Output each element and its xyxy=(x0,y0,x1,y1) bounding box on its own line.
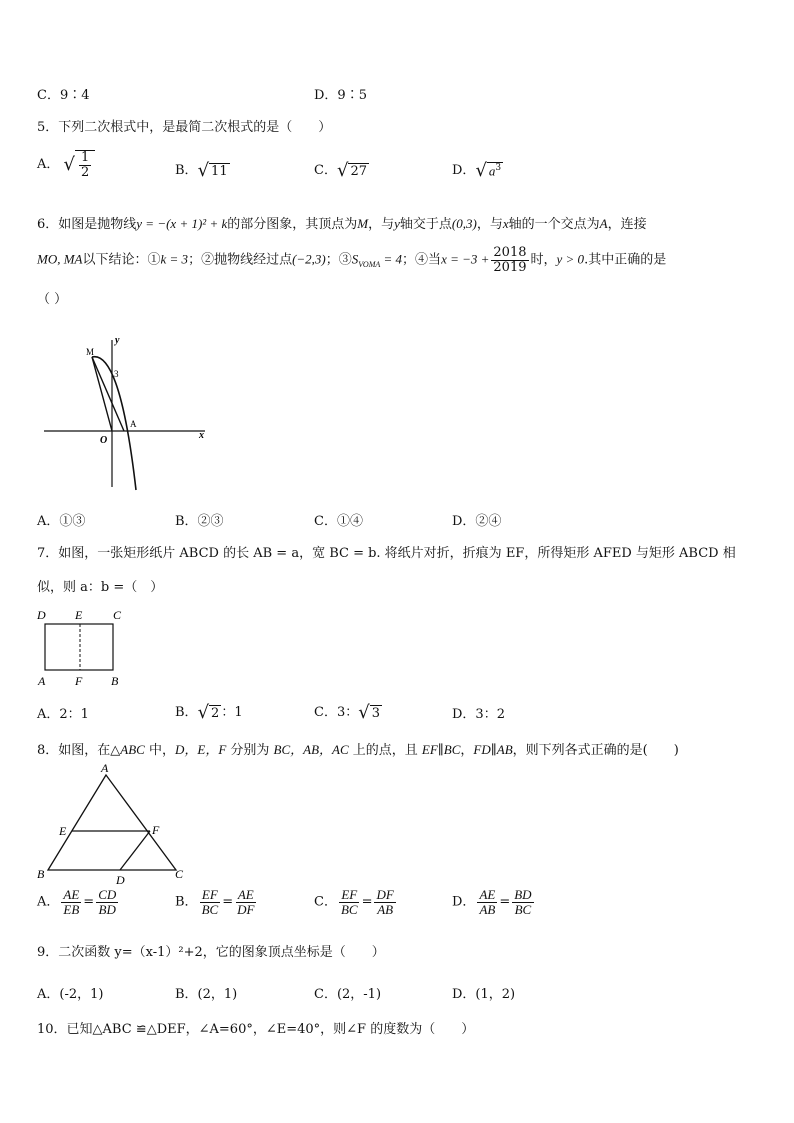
label-F: F xyxy=(152,823,160,837)
label-C: C xyxy=(113,608,122,622)
label-D: D xyxy=(37,608,46,622)
graph-label-A: A xyxy=(130,419,137,429)
q7-option-c: C．3：√ 3 xyxy=(314,702,380,723)
graph-label-x: x xyxy=(199,430,204,441)
q5-option-a: A． √ $\frac{1}{2}$ xyxy=(37,150,95,179)
q6-option-d: D．②④ xyxy=(452,514,502,529)
q9-option-b: B．(2，1) xyxy=(175,987,238,1002)
q8-option-d: D． $\frac{AE}{AB}$ = $\frac{BD}{BC}$ xyxy=(452,887,532,917)
q8-triangle-figure xyxy=(34,760,194,885)
q7-option-b: B．√ 2 ：1 xyxy=(175,702,243,723)
q9-option-c: C．(2，-1) xyxy=(314,987,382,1002)
label-D: D xyxy=(116,873,125,885)
q5-option-b: B．√ 11 xyxy=(175,160,228,181)
label-E: E xyxy=(59,824,67,838)
q10-stem: 10．已知△ABC ≌△DEF，∠A=60°，∠E=40°，则∠F 的度数为（ ） xyxy=(37,1022,475,1037)
q6-option-a: A．①③ xyxy=(37,514,86,529)
label-A: A xyxy=(38,674,46,688)
q6-parabola-graph xyxy=(40,330,220,495)
q9-stem: 9．二次函数 y=（x-1）²+2，它的图象顶点坐标是（ ） xyxy=(37,945,385,960)
graph-label-3: 3 xyxy=(114,369,119,379)
q6-stem-line3: （ ） xyxy=(37,292,68,307)
q6-option-b: B．②③ xyxy=(175,514,224,529)
q8-option-a: A． $\frac{AE}{EB}$ = $\frac{CD}{BD}$ xyxy=(37,887,117,917)
q8-option-b: B． $\frac{EF}{BC}$ = $\frac{AE}{DF}$ xyxy=(175,887,255,917)
label-A: A xyxy=(101,761,109,775)
q8-stem: 8．如图，在△ABC 中，D，E，F 分别为 BC，AB，AC 上的点，且 EF∥BC，FD∥AB，则下列各式正确的是( ) xyxy=(37,742,679,758)
graph-label-O: O xyxy=(100,435,108,446)
q7-option-d: D．3：2 xyxy=(452,707,505,722)
q8-option-c: C． $\frac{EF}{BC}$ = $\frac{DF}{AB}$ xyxy=(314,887,394,917)
q6-stem-line2: MO, MA以下结论：①k = 3；②抛物线经过点(−2,3)；$③S_{VOMA} = 4$；④当x = −3 + $\frac{2018}{2019}$ 时，y > 0.其中正确的是 xyxy=(37,245,667,275)
q5-option-c: C．√ 27 xyxy=(314,160,367,181)
segment-FD xyxy=(120,831,150,870)
label-B: B xyxy=(111,674,119,688)
q9-option-d: D．(1，2) xyxy=(452,987,516,1002)
rect-ABCD xyxy=(45,624,113,670)
q7-rectangle-figure xyxy=(34,604,134,688)
graph-label-y: y xyxy=(115,335,120,346)
q4-option-c: C．9∶4 xyxy=(37,88,90,103)
q5-option-d: D．√ $a^3$ xyxy=(452,160,502,181)
q7-stem-line2: 似，则 a：b =（ ） xyxy=(37,580,164,595)
q9-option-a: A．(-2，1) xyxy=(37,987,104,1002)
q5-stem: 5．下列二次根式中，是最简二次根式的是（ ） xyxy=(37,120,332,135)
label-B: B xyxy=(37,867,45,881)
label-F: F xyxy=(75,674,83,688)
q7-stem-line1: 7．如图，一张矩形纸片 ABCD 的长 AB = a，宽 BC = b. 将纸片对折，折痕为 EF，所得矩形 AFED 与矩形 ABCD 相 xyxy=(37,546,736,561)
label-C: C xyxy=(175,867,184,881)
q6-option-c: C．①④ xyxy=(314,514,363,529)
q4-option-d: D．9∶5 xyxy=(314,88,367,103)
graph-label-M: M xyxy=(86,347,95,357)
q6-stem-line1: 6．如图是抛物线y = −(x + 1)² + k的部分图象，其顶点为M，与y轴交于点(0,3)，与x轴的一个交点为A，连接 xyxy=(37,216,647,232)
q7-option-a: A．2：1 xyxy=(37,707,89,722)
label-E: E xyxy=(75,608,83,622)
